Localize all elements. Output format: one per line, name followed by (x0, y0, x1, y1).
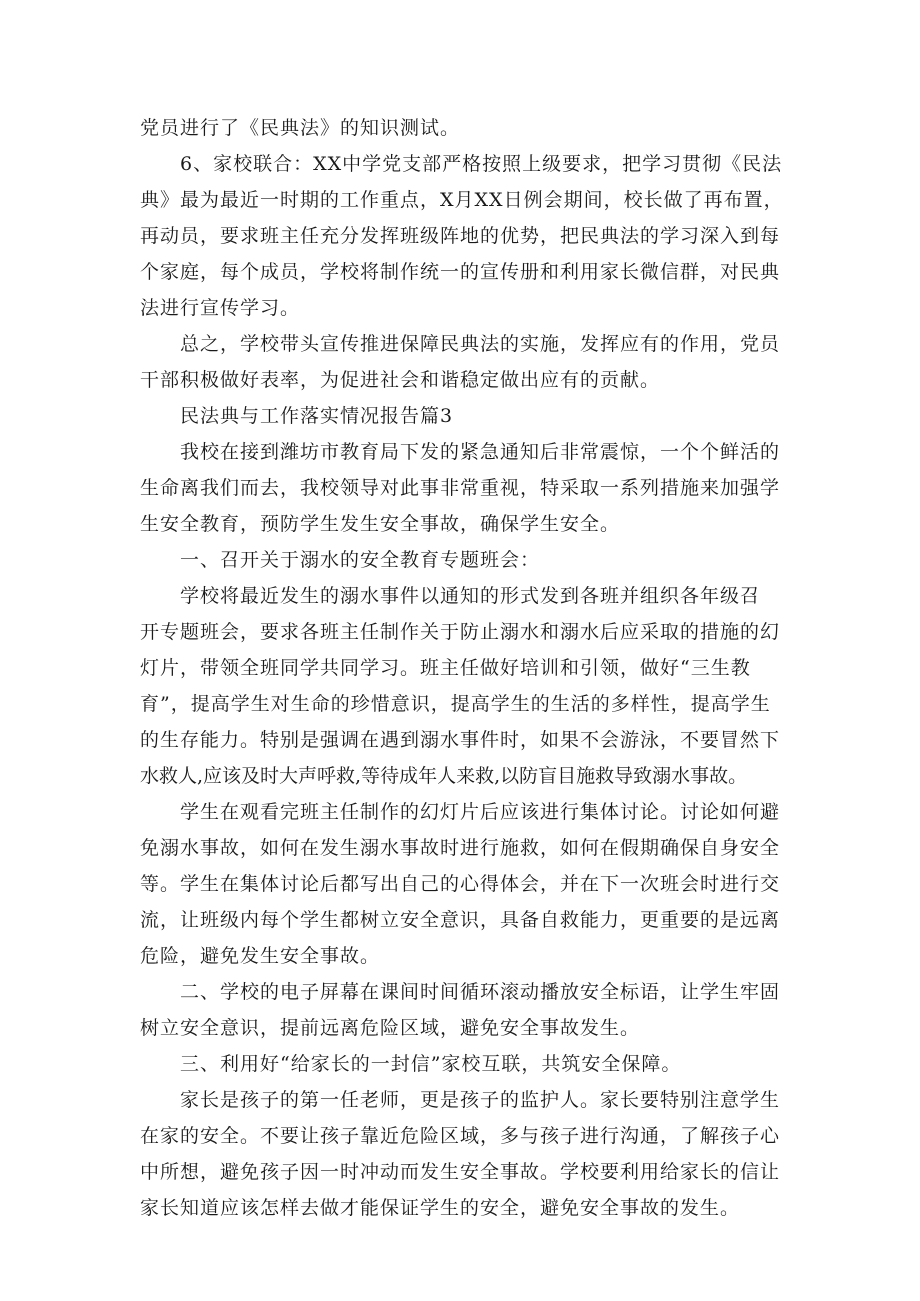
paragraph-line: 中所想，避免孩子因一时冲动而发生安全事故。学校要利用给家长的信让 (140, 1161, 781, 1183)
paragraph-line: 党员进行了《民典法》的知识测试。 (140, 117, 461, 139)
paragraph-line: 三、利用好“给家长的一封信”家校互联，共筑安全保障。 (180, 1053, 682, 1075)
paragraph-line: 危险，避免发生安全事故。 (140, 945, 381, 967)
paragraph-line: 家长知道应该怎样去做才能保证学生的安全，避免安全事故的发生。 (140, 1197, 741, 1219)
paragraph-line: 我校在接到潍坊市教育局下发的紧急通知后非常震惊，一个个鲜活的 (180, 441, 781, 463)
paragraph-line: 6、家校联合：XX中学党支部严格按照上级要求，把学习贯彻《民法 (180, 153, 783, 175)
paragraph-line: 育”，提高学生对生命的珍惜意识，提高学生的生活的多样性，提高学生 (140, 693, 771, 715)
paragraph-line: 总之，学校带头宣传推进保障民典法的实施，发挥应有的作用，党员 (180, 333, 781, 355)
paragraph-line: 干部积极做好表率，为促进社会和谐稳定做出应有的贡献。 (140, 369, 661, 391)
paragraph-line: 一、召开关于溺水的安全教育专题班会： (180, 549, 541, 571)
paragraph-line: 等。学生在集体讨论后都写出自己的心得体会，并在下一次班会时进行交 (140, 873, 781, 895)
paragraph-line: 二、学校的电子屏幕在课间时间循环滚动播放安全标语，让学生牢固 (180, 981, 781, 1003)
section-heading: 民法典与工作落实情况报告篇3 (180, 405, 454, 427)
paragraph-line: 生命离我们而去，我校领导对此事非常重视，特采取一系列措施来加强学 (140, 477, 781, 499)
paragraph-line: 免溺水事故，如何在发生溺水事故时进行施救，如何在假期确保自身安全 (140, 837, 781, 859)
paragraph-line: 开专题班会，要求各班主任制作关于防止溺水和溺水后应采取的措施的幻 (140, 621, 781, 643)
paragraph-line: 流，让班级内每个学生都树立安全意识，具备自救能力，更重要的是远离 (140, 909, 781, 931)
paragraph-line: 在家的安全。不要让孩子靠近危险区域，多与孩子进行沟通，了解孩子心 (140, 1125, 781, 1147)
paragraph-line: 树立安全意识，提前远离危险区域，避免安全事故发生。 (140, 1017, 641, 1039)
paragraph-line: 生安全教育，预防学生发生安全事故，确保学生安全。 (140, 513, 621, 535)
paragraph-line: 灯片，带领全班同学共同学习。班主任做好培训和引领，做好“三生教 (140, 657, 751, 679)
paragraph-line: 法进行宣传学习。 (140, 297, 301, 319)
paragraph-line: 典》最为最近一时期的工作重点，X月XX日例会期间，校长做了再布置， (140, 189, 784, 211)
paragraph-line: 学校将最近发生的溺水事件以通知的形式发到各班并组织各年级召 (180, 585, 761, 607)
paragraph-line: 家长是孩子的第一任老师，更是孩子的监护人。家长要特别注意学生 (180, 1089, 781, 1111)
paragraph-line: 个家庭，每个成员，学校将制作统一的宣传册和利用家长微信群，对民典 (140, 261, 781, 283)
paragraph-line: 的生存能力。特别是强调在遇到溺水事件时，如果不会游泳，不要冒然下 (140, 729, 781, 751)
paragraph-line: 水救人,应该及时大声呼救,等待成年人来救,以防盲目施救导致溺水事故。 (140, 765, 748, 787)
paragraph-line: 学生在观看完班主任制作的幻灯片后应该进行集体讨论。讨论如何避 (180, 801, 781, 823)
paragraph-line: 再动员，要求班主任充分发挥班级阵地的优势，把民典法的学习深入到每 (140, 225, 781, 247)
